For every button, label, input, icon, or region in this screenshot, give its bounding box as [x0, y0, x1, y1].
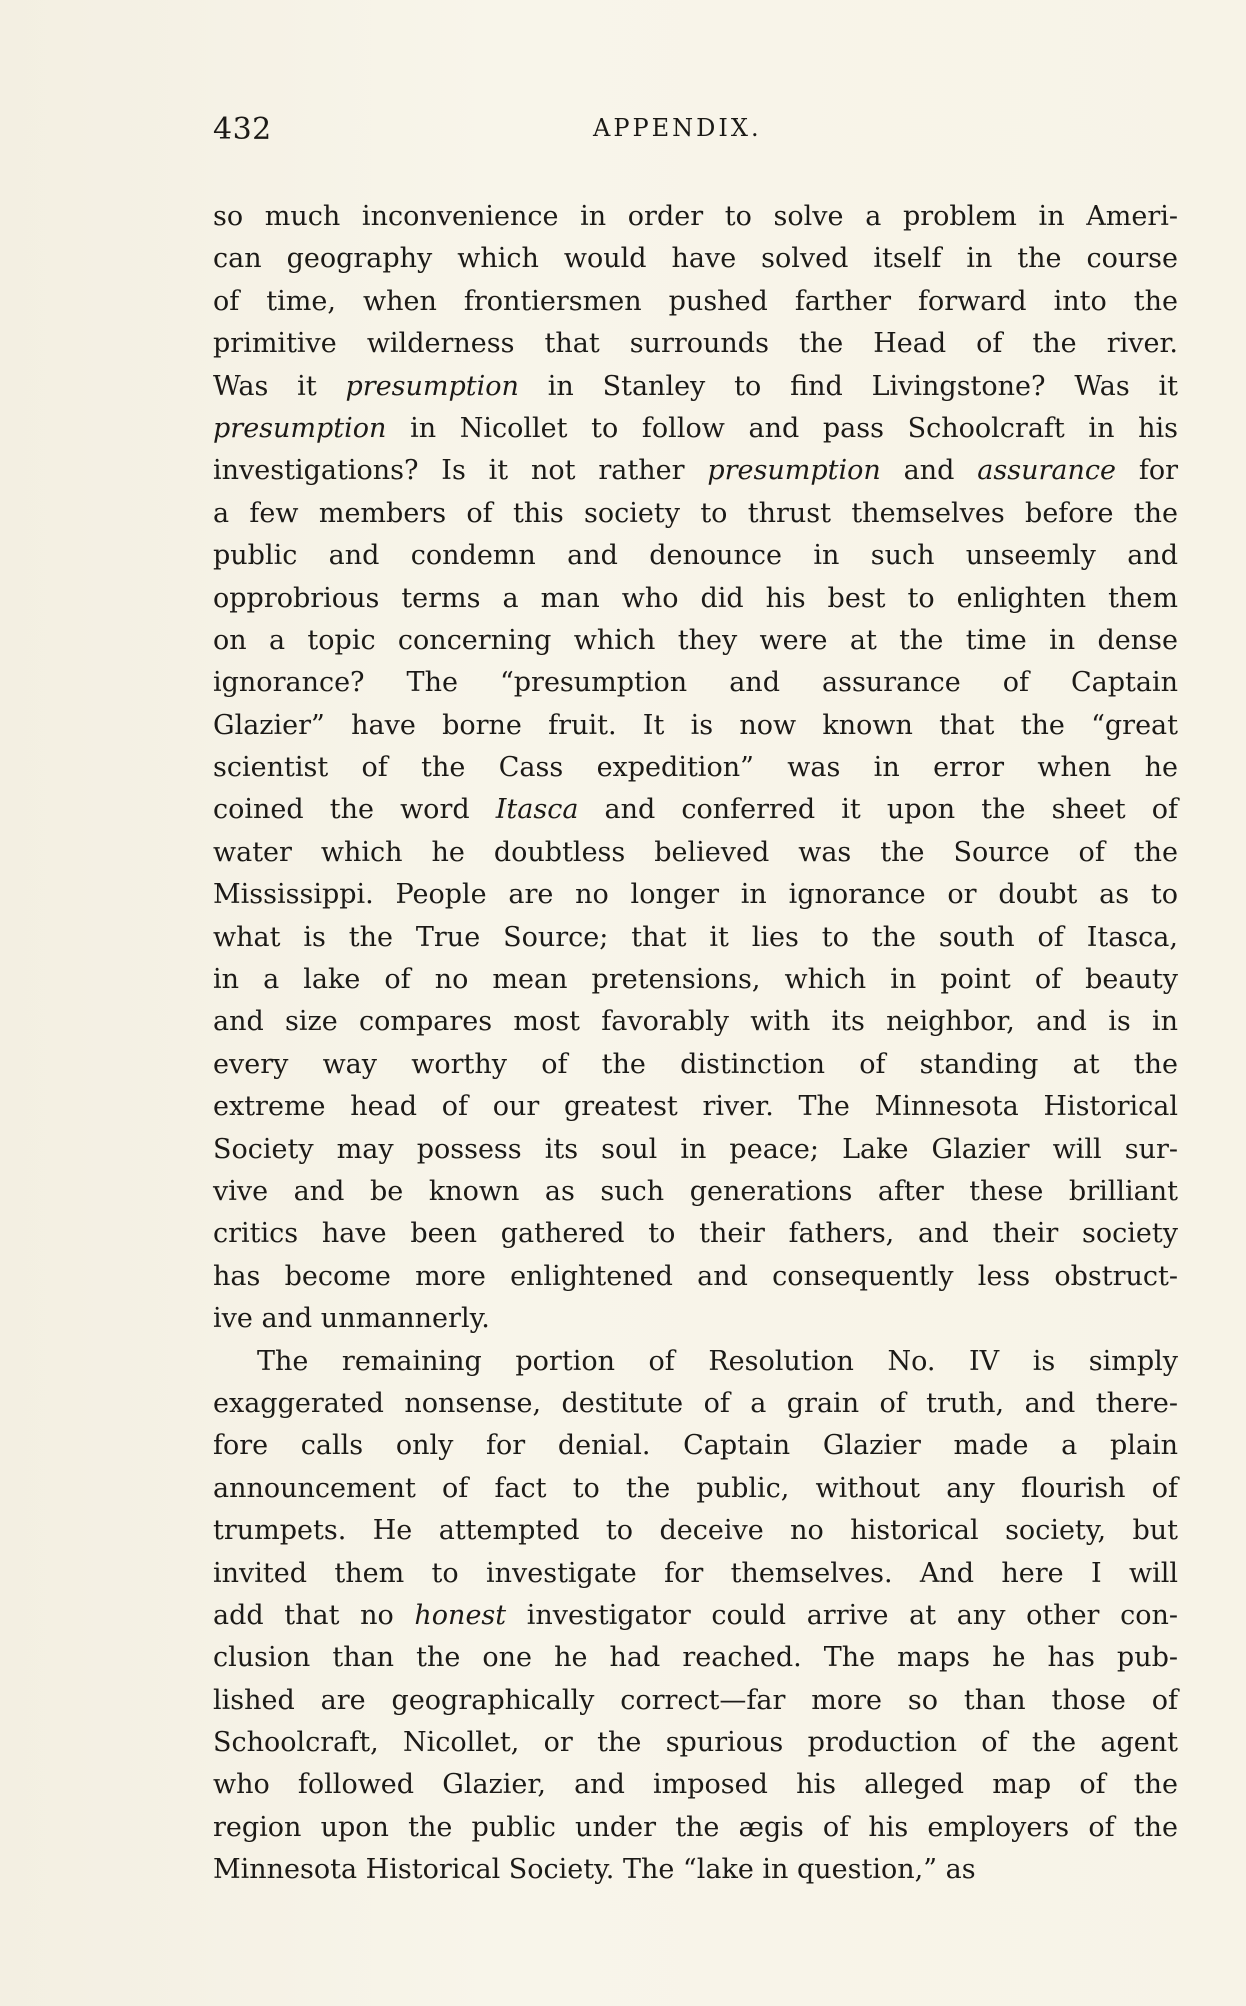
text-run: vive and be known as such generations after these brilliant [213, 1175, 1178, 1207]
text-line [213, 747, 1178, 789]
text-run: The remaining portion of Resolution No. IV is simply [257, 1345, 1178, 1377]
text-run: lished are geographically correct—far more so than those of [213, 1684, 1178, 1716]
text-run: what is the True Source; that it lies to the south of Itasca, [213, 921, 1178, 953]
text-run: water which he doubtless believed was the Source of the [213, 836, 1178, 868]
text-line [213, 1425, 1178, 1467]
text-run: who followed Glazier, and imposed his alleged map of the [213, 1769, 1178, 1801]
italic-text: honest [414, 1599, 507, 1631]
text-line [213, 1129, 1178, 1171]
text-line [213, 1764, 1178, 1806]
text-run: public and condemn and denounce in such unseemly and [213, 540, 1178, 572]
text-run: of time, when frontiersmen pushed farther forward into the [213, 285, 1178, 317]
text-run: and [880, 455, 978, 487]
text-run: add that no [213, 1599, 415, 1631]
text-run: opprobrious terms a man who did his best to enlighten them [213, 582, 1178, 614]
text-run: for [1115, 455, 1178, 487]
text-line [213, 1001, 1178, 1043]
italic-text: presumption [345, 370, 519, 402]
italic-text: presumption [213, 412, 387, 444]
text-run: Glazier” have borne fruit. It is now known that the “great [213, 709, 1178, 741]
text-run: announcement of fact to the public, without any flourish of [213, 1472, 1178, 1504]
text-line [213, 832, 1178, 874]
italic-text: assurance [977, 455, 1116, 487]
paragraph [213, 1341, 1178, 1892]
page-number: 432 [213, 112, 272, 147]
text-line [213, 1807, 1178, 1849]
text-run: so much inconvenience in order to solve a problem in Ameri- [213, 201, 1178, 232]
text-run: trumpets. He attempted to deceive no historical society, but [213, 1515, 1178, 1547]
text-line [213, 662, 1178, 704]
text-run: invited them to investigate for themselves. And here I will [213, 1557, 1178, 1589]
text-run: ive and unmannerly. [213, 1303, 490, 1335]
text-run: on a topic concerning which they were at the time in dense [213, 624, 1178, 656]
text-line [213, 620, 1178, 662]
paragraph [213, 196, 1178, 1341]
text-line [213, 535, 1178, 577]
text-line [213, 1468, 1178, 1510]
text-line [213, 1256, 1178, 1298]
text-run: has become more enlightened and consequently less obstruct- [213, 1260, 1178, 1292]
body-text [213, 196, 1178, 1892]
text-run: ignorance? The “presumption and assurance of Captain [213, 667, 1178, 699]
text-run: primitive wilderness that surrounds the Head of the river. [213, 328, 1178, 360]
text-line [213, 789, 1178, 831]
text-line [213, 281, 1178, 323]
text-line [213, 1637, 1178, 1679]
text-line [213, 874, 1178, 916]
text-run: in Stanley to find Livingstone? Was it [518, 370, 1178, 402]
text-line [213, 959, 1178, 1001]
text-run: critics have been gathered to their fathers, and their society [213, 1218, 1178, 1250]
text-line [213, 705, 1178, 747]
text-run: can geography which would have solved itself in the course [213, 243, 1178, 275]
text-run: scientist of the Cass expedition” was in error when he [213, 752, 1178, 784]
text-run: clusion than the one he had reached. The maps he has pub- [213, 1642, 1178, 1674]
text-line [213, 408, 1178, 450]
italic-text: Itasca [495, 794, 579, 826]
text-line [213, 323, 1178, 365]
text-line [213, 493, 1178, 535]
text-run: investigator could arrive at any other con- [506, 1599, 1178, 1631]
text-line [213, 1298, 1178, 1340]
text-line [213, 1553, 1178, 1595]
text-line [213, 366, 1178, 408]
text-run: in Nicollet to follow and pass Schoolcraft in his [386, 412, 1178, 444]
text-run: Society may possess its soul in peace; Lake Glazier will sur- [213, 1133, 1178, 1165]
text-run: extreme head of our greatest river. The Minnesota Historical [213, 1091, 1178, 1123]
running-head: APPENDIX. [593, 114, 762, 142]
text-run: Schoolcraft, Nicollet, or the spurious production of the agent [213, 1727, 1178, 1759]
text-line [213, 1171, 1178, 1213]
text-line [213, 450, 1178, 492]
text-run: and conferred it upon the sheet of [578, 794, 1179, 826]
text-line [213, 1044, 1178, 1086]
text-line [213, 1383, 1178, 1425]
text-run: in a lake of no mean pretensions, which in point of beauty [213, 964, 1178, 996]
text-run: coined the word [213, 794, 496, 826]
text-run: investigations? Is it not rather [213, 455, 708, 487]
text-run: and size compares most favorably with its neighbor, and is in [213, 1006, 1178, 1038]
text-line [213, 1680, 1178, 1722]
text-line [213, 578, 1178, 620]
text-line [213, 196, 1178, 238]
text-run: region upon the public under the ægis of his employers of the [213, 1811, 1178, 1843]
text-line [213, 917, 1178, 959]
text-run: Was it [213, 370, 346, 402]
text-run: exaggerated nonsense, destitute of a grain of truth, and there- [213, 1387, 1178, 1419]
text-run: fore calls only for denial. Captain Glazier made a plain [213, 1430, 1178, 1462]
text-line [213, 238, 1178, 280]
text-run: Mississippi. People are no longer in ignorance or doubt as to [213, 879, 1178, 911]
italic-text: presumption [707, 455, 881, 487]
text-line [213, 1595, 1178, 1637]
text-run: a few members of this society to thrust themselves before the [213, 497, 1178, 529]
text-line [213, 1086, 1178, 1128]
text-line [213, 1849, 1178, 1891]
text-line [213, 1213, 1178, 1255]
text-run: every way worthy of the distinction of standing at the [213, 1048, 1178, 1080]
text-run: Minnesota Historical Society. The “lake in question,” as [213, 1854, 976, 1886]
text-line [213, 1341, 1178, 1383]
text-line [213, 1722, 1178, 1764]
page-header [213, 112, 1178, 152]
text-line [213, 1510, 1178, 1552]
